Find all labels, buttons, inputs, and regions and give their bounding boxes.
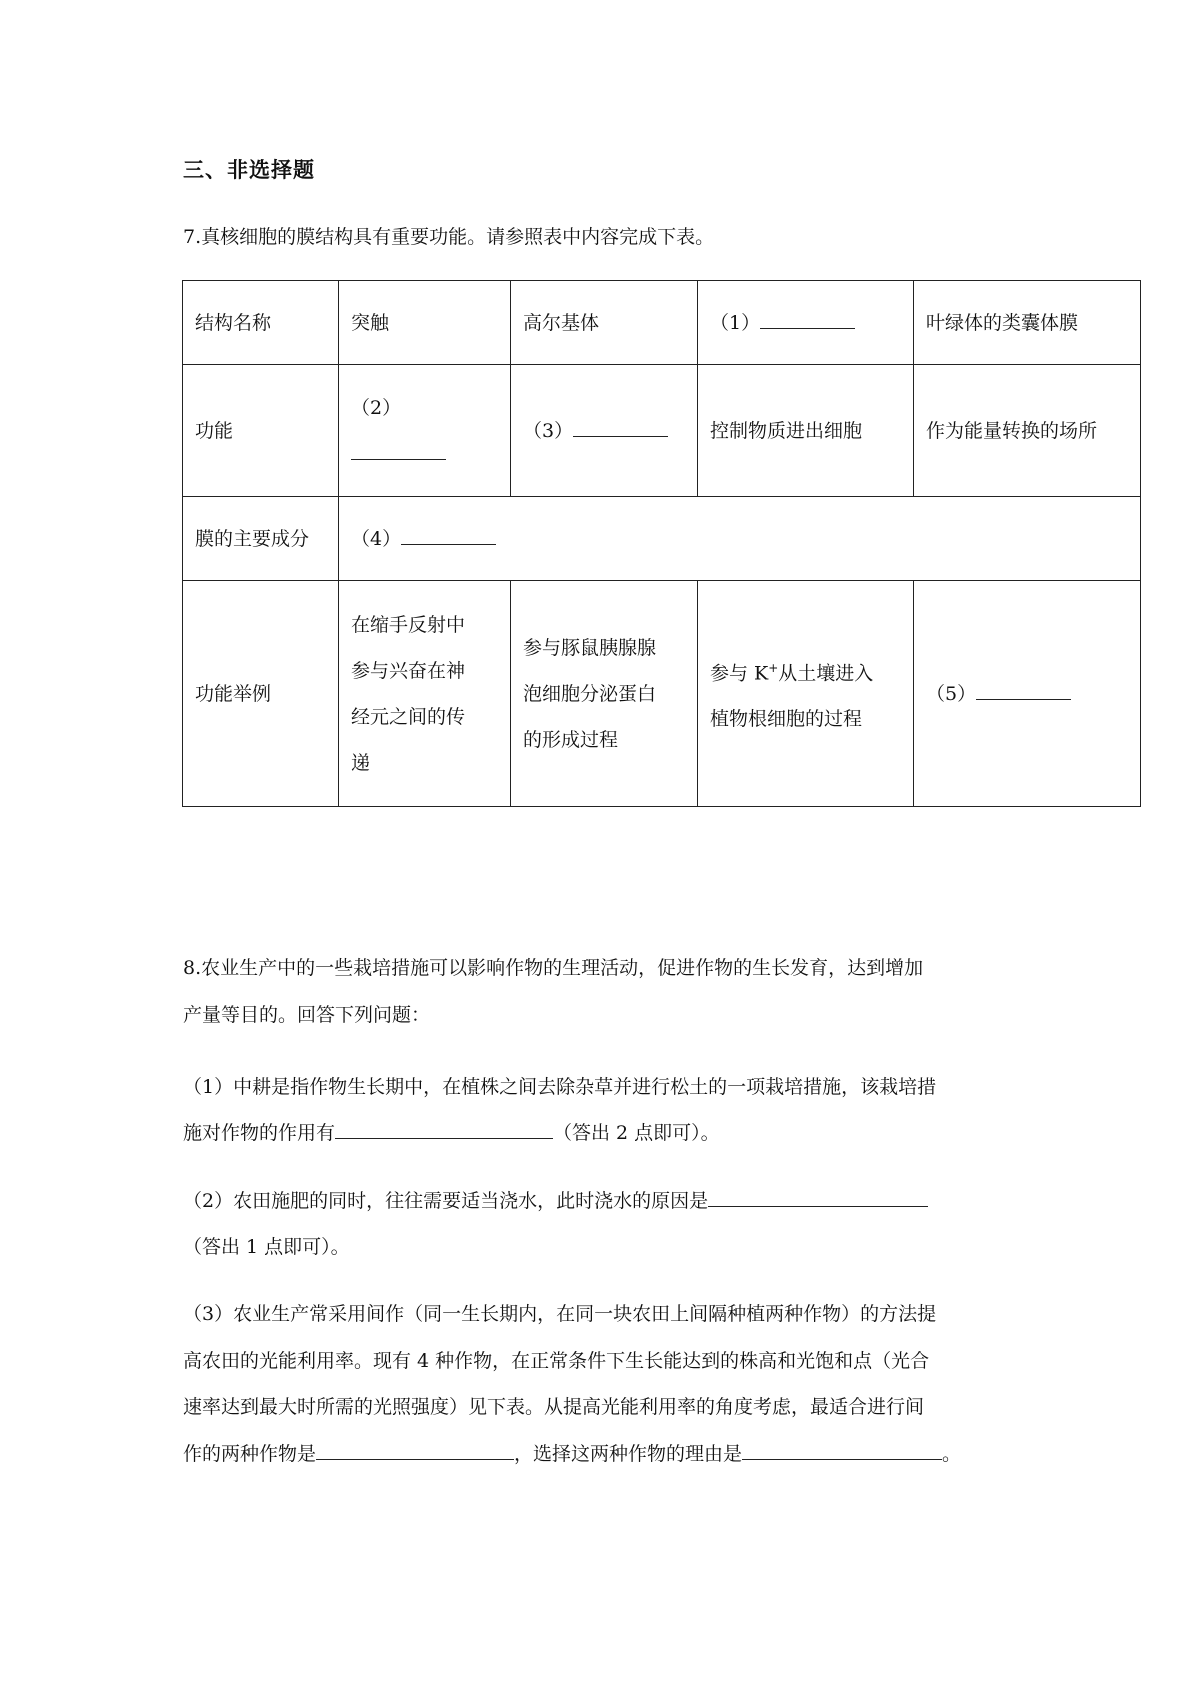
text: 。: [942, 1443, 962, 1465]
q8-part1-line-1: （1）中耕是指作物生长期中，在植株之间去除杂草并进行松土的一项栽培措施，该栽培措: [183, 1076, 937, 1098]
question-7-stem: 7.真核细胞的膜结构具有重要功能。请参照表中内容完成下表。: [183, 226, 715, 248]
row-header-structure-name: 结构名称: [183, 281, 339, 365]
table-row: [183, 497, 1141, 581]
answer-blank-2[interactable]: [351, 439, 446, 460]
q8-part2-line-1: [183, 1178, 928, 1224]
section-title: 三、非选择题: [183, 158, 315, 182]
superscript-plus: +: [768, 660, 779, 675]
text: （2）农田施肥的同时，往往需要适当浇水，此时浇水的原因是: [183, 1190, 709, 1212]
cell-line: 植物根细胞的过程: [710, 708, 863, 731]
cell-line: 经元之间的传: [351, 705, 466, 728]
answer-blank-4[interactable]: [401, 524, 496, 545]
text: ，选择这两种作物的理由是: [514, 1443, 743, 1465]
cell-blank-2: [339, 365, 511, 497]
cell-line: 递: [351, 751, 371, 774]
row-header-function-examples: 功能举例: [183, 581, 339, 807]
answer-blank-q8-3a[interactable]: [316, 1439, 514, 1460]
cell-synapse: 突触: [339, 281, 511, 365]
text: （答出 2 点即可）。: [553, 1122, 720, 1144]
answer-blank-q8-3b[interactable]: [742, 1439, 942, 1460]
cell-text: 参与 K: [710, 662, 769, 685]
answer-blank-1[interactable]: [760, 308, 855, 329]
cell-blank-3: [511, 365, 698, 497]
blank-number: （2）: [351, 396, 402, 419]
table-row: [183, 581, 1141, 807]
row-header-main-components: 膜的主要成分: [183, 497, 339, 581]
q8-part3-line-3: 速率达到最大时所需的光照强度）见下表。从提高光能利用率的角度考虑，最适合进行间: [183, 1396, 925, 1418]
table-row: [183, 365, 1141, 497]
cell-line: 在缩手反射中: [351, 613, 466, 636]
q8-part3-line-4: [183, 1431, 961, 1477]
membrane-structure-table: [182, 280, 1141, 807]
blank-number: （5）: [926, 682, 977, 705]
cell-line: 的形成过程: [523, 728, 619, 751]
answer-blank-5[interactable]: [976, 679, 1071, 700]
cell-thylakoid: 叶绿体的类囊体膜: [914, 281, 1141, 365]
question-8-stem-line-2: 产量等目的。回答下列问题：: [183, 1004, 431, 1026]
row-header-function: 功能: [183, 365, 339, 497]
cell-potassium-example: [698, 581, 914, 807]
blank-number: （1）: [710, 311, 761, 334]
table-row: [183, 281, 1141, 365]
blank-number: （4）: [351, 527, 402, 550]
q8-part2-line-2: （答出 1 点即可）。: [183, 1236, 350, 1258]
cell-blank-1: [698, 281, 914, 365]
cell-blank-4: [339, 497, 1141, 581]
q8-part1-line-2: [183, 1110, 720, 1156]
answer-blank-q8-1[interactable]: [335, 1118, 553, 1139]
answer-blank-q8-2[interactable]: [708, 1186, 928, 1207]
blank-number: （3）: [523, 419, 574, 442]
q8-part3-line-2: 高农田的光能利用率。现有 4 种作物，在正常条件下生长能达到的株高和光饱和点（光合: [183, 1350, 930, 1372]
cell-line: 泡细胞分泌蛋白: [523, 682, 657, 705]
cell-line: 参与豚鼠胰腺腺: [523, 636, 657, 659]
cell-golgi: 高尔基体: [511, 281, 698, 365]
q8-part3-line-1: （3）农业生产常采用间作（同一生长期内，在同一块农田上间隔种植两种作物）的方法提: [183, 1303, 937, 1325]
cell-control-transport: 控制物质进出细胞: [698, 365, 914, 497]
text: 施对作物的作用有: [183, 1122, 336, 1144]
cell-energy-conversion: 作为能量转换的场所: [914, 365, 1141, 497]
text: 作的两种作物是: [183, 1443, 317, 1465]
cell-line: 参与兴奋在神: [351, 659, 466, 682]
cell-line: [710, 645, 901, 696]
cell-text: 从土壤进入: [778, 662, 874, 685]
question-8-stem-line-1: 8.农业生产中的一些栽培措施可以影响作物的生理活动，促进作物的生长发育，达到增加: [183, 957, 924, 979]
answer-blank-3[interactable]: [573, 416, 668, 437]
cell-reflex-example: [339, 581, 511, 807]
cell-blank-5: [914, 581, 1141, 807]
cell-secretion-example: [511, 581, 698, 807]
